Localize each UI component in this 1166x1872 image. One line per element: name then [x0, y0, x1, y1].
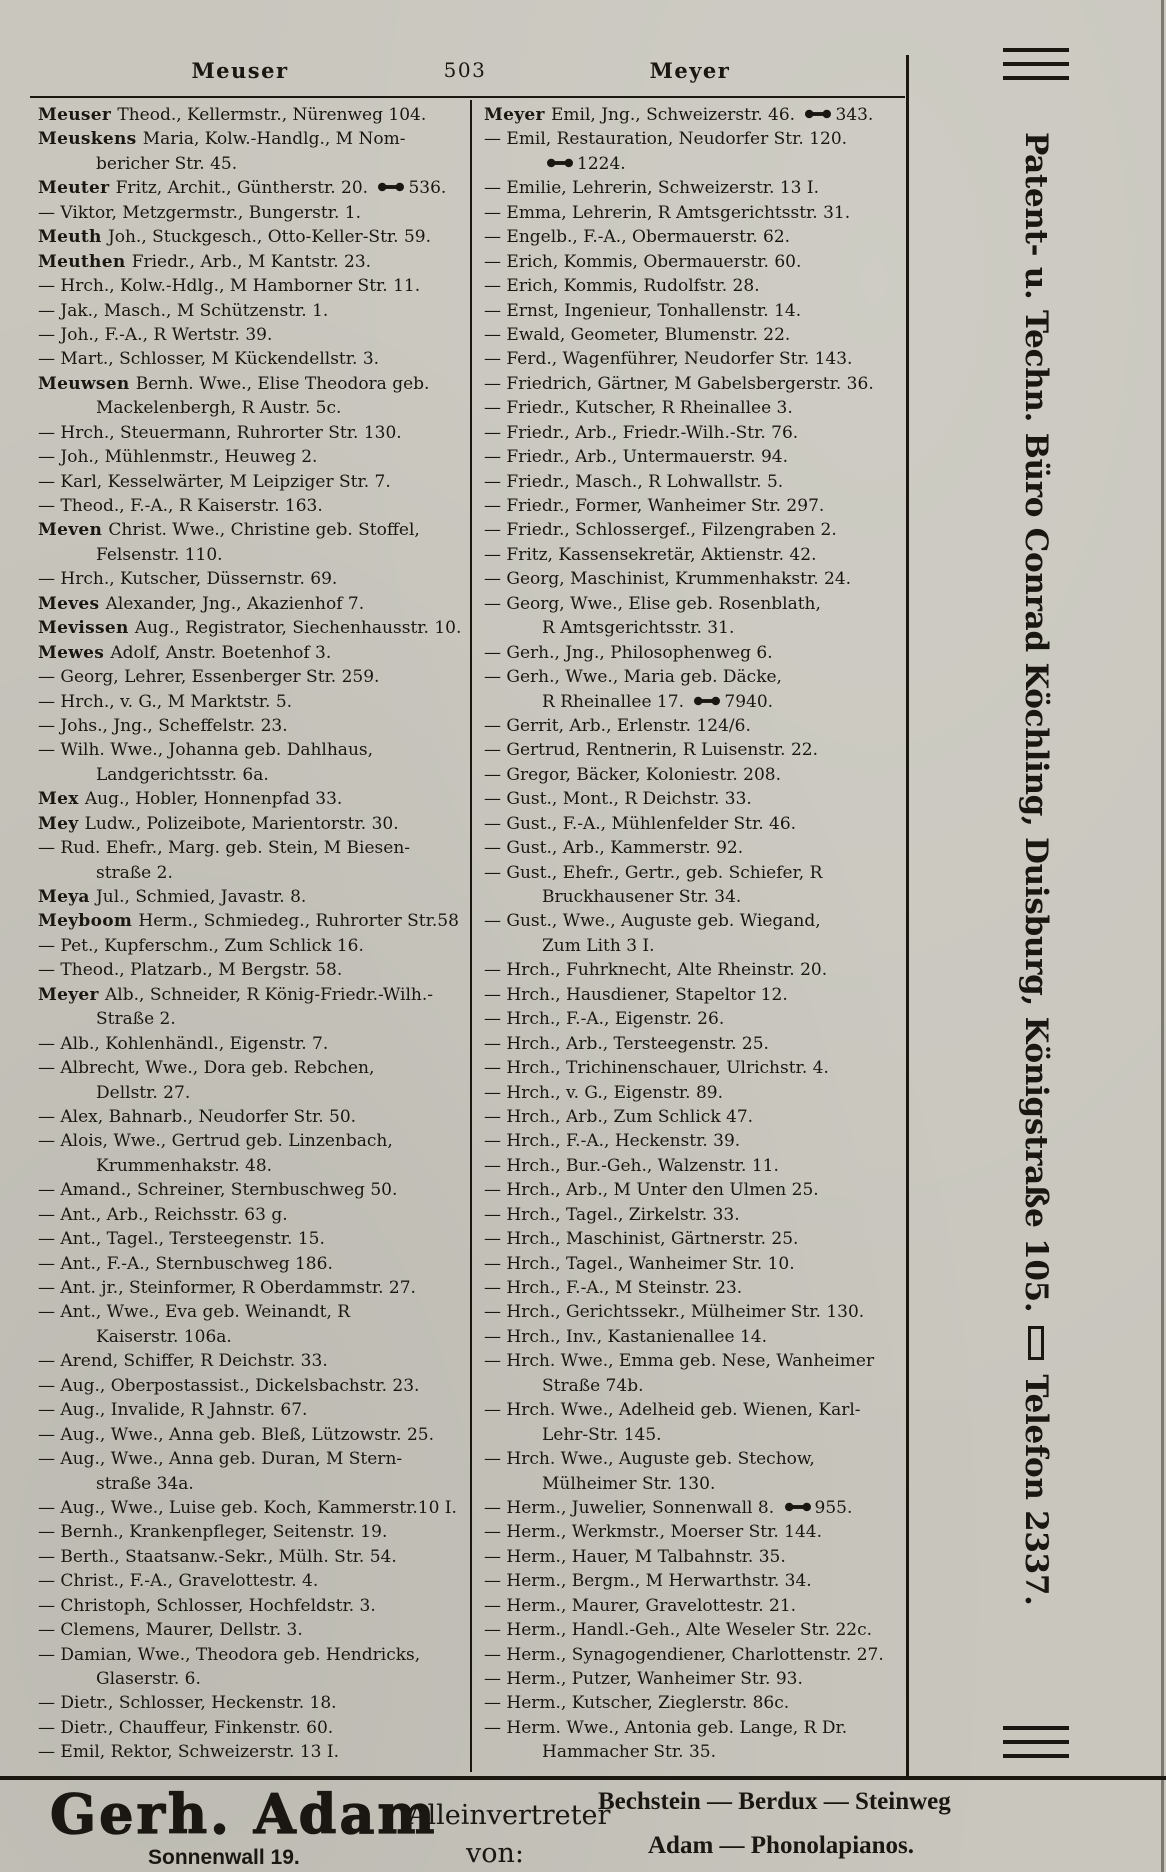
entry-line: Felsenstr. 110. [96, 544, 223, 565]
entry-line: Meuskens Maria, Kolw.-Handlg., M Nom- [38, 129, 406, 150]
directory-entry [38, 1129, 468, 1178]
entry-line: — Hrch., Tagel., Zirkelstr. 33. [484, 1204, 740, 1225]
entry-line: R Rheinallee 17. 7940. [542, 691, 774, 712]
entry-line: — Herm., Maurer, Gravelottestr. 21. [484, 1595, 797, 1616]
entry-line: — Friedr., Former, Wanheimer Str. 297. [484, 496, 825, 516]
directory-entry [484, 836, 904, 860]
directory-entry [484, 1691, 904, 1715]
entry-line: — Ewald, Geometer, Blumenstr. 22. [484, 324, 791, 345]
directory-entry [38, 299, 468, 323]
directory-entry [484, 396, 904, 420]
entry-line: Mex Aug., Hobler, Honnenpfad 33. [38, 789, 343, 810]
entry-line: — Hrch., Bur.-Geh., Walzenstr. 11. [484, 1155, 779, 1176]
entry-line: — Gerh., Wwe., Maria geb. Däcke, [484, 667, 782, 688]
entry-line: — Dietr., Schlosser, Heckenstr. 18. [38, 1693, 337, 1714]
directory-entry [38, 1447, 468, 1496]
entry-line: — Gust., Ehefr., Gertr., geb. Schiefer, R [484, 862, 823, 883]
directory-column-right [484, 103, 904, 1765]
directory-entry [484, 1178, 904, 1202]
entry-line: — Ant., F.-A., Sternbuschweg 186. [38, 1253, 333, 1274]
surname: Meven [38, 520, 109, 541]
directory-entry [484, 1496, 904, 1520]
directory-entry [38, 127, 468, 176]
entry-line: — Emil, Rektor, Schweizerstr. 13 I. [38, 1742, 339, 1763]
directory-entry [484, 983, 904, 1007]
directory-entry [484, 567, 904, 591]
entry-line: Bruckhausener Str. 34. [542, 887, 742, 907]
entry-line: — Herm., Putzer, Wanheimer Str. 93. [484, 1669, 803, 1689]
directory-entry [484, 1447, 904, 1496]
directory-entry [484, 1325, 904, 1349]
entry-line: — Friedr., Arb., Untermauerstr. 94. [484, 447, 789, 468]
directory-entry [484, 103, 904, 127]
directory-entry [38, 1203, 468, 1227]
directory-entry [484, 1398, 904, 1447]
entry-line: — Friedr., Kutscher, R Rheinallee 3. [484, 398, 793, 419]
directory-entry [484, 201, 904, 225]
entry-line: — Gertrud, Rentnerin, R Luisenstr. 22. [484, 740, 819, 761]
entry-line: — Hrch., Steuermann, Ruhrorter Str. 130. [38, 422, 402, 443]
entry-line: — Albrecht, Wwe., Dora geb. Rebchen, [38, 1058, 375, 1079]
entry-line: — Georg, Maschinist, Krummenhakstr. 24. [484, 569, 852, 590]
triple-rule-ornament-bottom [1003, 1726, 1069, 1758]
entry-line: — Viktor, Metzgermstr., Bungerstr. 1. [38, 202, 362, 223]
directory-entry [484, 372, 904, 396]
entry-line: — Hrch., Trichinenschauer, Ulrichstr. 4. [484, 1058, 829, 1079]
entry-line: — Hrch. Wwe., Auguste geb. Stechow, [484, 1449, 815, 1470]
entry-line: Dellstr. 27. [96, 1082, 191, 1103]
directory-entry [484, 1227, 904, 1251]
directory-entry [38, 1178, 468, 1202]
entry-line: — Hrch., F.-A., M Steinstr. 23. [484, 1278, 743, 1298]
surname: Mevissen [38, 618, 135, 639]
entry-line: — Hrch., Kutscher, Düssernstr. 69. [38, 569, 338, 590]
entry-line: — Joh., F.-A., R Wertstr. 39. [38, 324, 273, 345]
entry-line: — Ernst, Ingenieur, Tonhallenstr. 14. [484, 300, 802, 321]
sidebar-ad-text: Patent- u. Techn. Büro Conrad Köchling, Duisburg, Königstraße 105. [1018, 132, 1054, 1313]
directory-entry [484, 1569, 904, 1593]
entry-line: 1224. [484, 152, 904, 176]
entry-line: — Ant., Arb., Reichsstr. 63 g. [38, 1204, 288, 1225]
entry-line: — Herm., Synagogendiener, Charlottenstr. 27. [484, 1644, 884, 1665]
entry-line: — Hrch., Arb., Tersteegenstr. 25. [484, 1033, 769, 1054]
directory-entry [484, 665, 904, 714]
directory-entry [38, 812, 468, 836]
directory-entry [484, 127, 904, 176]
entry-line: — Alb., Kohlenhändl., Eigenstr. 7. [38, 1033, 329, 1054]
directory-entry [38, 1252, 468, 1276]
directory-entry [484, 176, 904, 200]
entry-line: Meven Christ. Wwe., Christine geb. Stoffel, [38, 520, 420, 541]
entry-line: Mülheimer Str. 130. [542, 1473, 716, 1494]
entry-line: Lehr-Str. 145. [542, 1424, 662, 1445]
entry-line: — Hrch., Maschinist, Gärtnerstr. 25. [484, 1229, 799, 1250]
directory-entry [484, 1007, 904, 1031]
directory-entry [38, 934, 468, 958]
entry-line: — Pet., Kupferschm., Zum Schlick 16. [38, 935, 364, 956]
directory-entry [484, 1276, 904, 1300]
header-rule [30, 96, 905, 98]
phone-icon [804, 108, 832, 120]
entry-line: — Arend, Schiffer, R Deichstr. 33. [38, 1351, 328, 1372]
entry-line: Straße 74b. [542, 1375, 644, 1396]
entry-line: — Engelb., F.-A., Obermauerstr. 62. [484, 227, 791, 248]
directory-entry [484, 1300, 904, 1324]
directory-entry [38, 641, 468, 665]
directory-entry [484, 641, 904, 665]
entry-line: — Hrch., Inv., Kastanienallee 14. [484, 1326, 767, 1347]
entry-line: — Bernh., Krankenpfleger, Seitenstr. 19. [38, 1522, 388, 1543]
directory-entry [38, 1643, 468, 1692]
entry-line: — Clemens, Maurer, Dellstr. 3. [38, 1620, 303, 1641]
entry-line: — Herm., Werkmstr., Moerser Str. 144. [484, 1522, 823, 1543]
directory-entry [484, 421, 904, 445]
directory-entry [484, 1105, 904, 1129]
directory-entry [38, 470, 468, 494]
surname: Meya [38, 887, 96, 907]
directory-entry [484, 1520, 904, 1544]
directory-entry [484, 1056, 904, 1080]
phone-icon [546, 157, 574, 169]
entry-line: — Georg, Lehrer, Essenberger Str. 259. [38, 667, 380, 688]
directory-entry [484, 1643, 904, 1667]
entry-line: — Herm. Wwe., Antonia geb. Lange, R Dr. [484, 1717, 848, 1738]
directory-entry [484, 1032, 904, 1056]
directory-entry [484, 1203, 904, 1227]
entry-line: — Hrch., Tagel., Wanheimer Str. 10. [484, 1253, 795, 1274]
ad-company-name: Gerh. Adam [50, 1782, 438, 1846]
entry-line: Kaiserstr. 106a. [96, 1326, 232, 1347]
directory-entry [484, 225, 904, 249]
entry-line: — Ant. jr., Steinformer, R Oberdammstr. 27. [38, 1278, 416, 1298]
surname: Meves [38, 593, 106, 614]
surname: Meuter [38, 178, 116, 199]
entry-line: — Gerrit, Arb., Erlenstr. 124/6. [484, 715, 751, 736]
surname: Meuskens [38, 129, 143, 150]
entry-line: — Gregor, Bäcker, Koloniestr. 208. [484, 764, 782, 785]
entry-line: bericher Str. 45. [96, 153, 238, 174]
directory-entry [38, 665, 468, 689]
directory-entry [484, 738, 904, 762]
directory-entry [38, 616, 468, 640]
sidebar-divider-rule [906, 55, 909, 1776]
surname: Meuthen [38, 251, 132, 272]
entry-line: — Damian, Wwe., Theodora geb. Hendricks, [38, 1644, 421, 1665]
directory-entry [38, 1276, 468, 1300]
sidebar-ad [910, 6, 1162, 1766]
entry-line: — Aug., Wwe., Anna geb. Bleß, Lützowstr. 25. [38, 1424, 434, 1445]
entry-line: Meyer Emil, Jng., Schweizerstr. 46. 343. [484, 105, 874, 125]
directory-entry [38, 592, 468, 616]
directory-entry [38, 1545, 468, 1569]
directory-entry [38, 690, 468, 714]
entry-line: — Georg, Wwe., Elise geb. Rosenblath, [484, 593, 821, 614]
directory-entry [38, 250, 468, 274]
directory-entry [484, 812, 904, 836]
directory-entry [38, 885, 468, 909]
header-left-word: Meuser [191, 58, 289, 83]
entry-line: straße 2. [96, 862, 173, 883]
entry-line: — Herm., Juwelier, Sonnenwall 8. 955. [484, 1497, 853, 1518]
surname: Mey [38, 813, 85, 834]
entry-line: — Herm., Hauer, M Talbahnstr. 35. [484, 1546, 786, 1567]
header-right-word: Meyer [649, 58, 731, 83]
directory-entry [38, 494, 468, 518]
entry-line: — Gerh., Jng., Philosophenweg 6. [484, 642, 773, 663]
directory-entry [38, 1032, 468, 1056]
entry-line: — Erich, Kommis, Rudolfstr. 28. [484, 276, 760, 297]
directory-entry [484, 1129, 904, 1153]
entry-line: Straße 2. [96, 1009, 176, 1030]
directory-entry [38, 1105, 468, 1129]
entry-line: — Hrch., F.-A., Heckenstr. 39. [484, 1131, 741, 1152]
triple-rule-ornament-top [1003, 48, 1069, 80]
entry-line: — Amand., Schreiner, Sternbuschweg 50. [38, 1180, 398, 1201]
directory-entry [38, 176, 468, 200]
directory-entry [484, 1154, 904, 1178]
directory-entry [38, 347, 468, 371]
directory-entry [38, 1740, 468, 1764]
surname: Meyboom [38, 911, 139, 932]
entry-line: — Dietr., Chauffeur, Finkenstr. 60. [38, 1717, 334, 1738]
entry-line: — Hrch., Arb., M Unter den Ulmen 25. [484, 1180, 819, 1201]
entry-line: — Jak., Masch., M Schützenstr. 1. [38, 300, 329, 321]
entry-line: — Friedr., Schlossergef., Filzengraben 2. [484, 520, 837, 541]
directory-entry [38, 1300, 468, 1349]
entry-line: — Hrch., F.-A., Eigenstr. 26. [484, 1009, 725, 1030]
directory-entry [484, 347, 904, 371]
entry-line: — Alois, Wwe., Gertrud geb. Linzenbach, [38, 1131, 393, 1152]
directory-entry [38, 372, 468, 421]
entry-line: — Aug., Invalide, R Jahnstr. 67. [38, 1400, 308, 1421]
directory-entry [38, 909, 468, 933]
directory-entry [484, 787, 904, 811]
directory-entry [484, 274, 904, 298]
entry-line: — Theod., Platzarb., M Bergstr. 58. [38, 960, 343, 981]
surname: Mewes [38, 642, 111, 663]
entry-line: — Herm., Handl.-Geh., Alte Weseler Str. 22c. [484, 1620, 872, 1641]
entry-line: Mackelenbergh, R Austr. 5c. [96, 398, 342, 419]
phone-icon [377, 181, 405, 193]
entry-line: R Amtsgerichtsstr. 31. [542, 618, 735, 639]
directory-column-left [38, 103, 468, 1765]
surname: Meyer [484, 105, 552, 125]
entry-line: Meves Alexander, Jng., Akazienhof 7. [38, 593, 365, 614]
surname: Meyer [38, 984, 106, 1005]
surname: Meuwsen [38, 373, 136, 394]
entry-line: Meuter Fritz, Archit., Güntherstr. 20. 536. [38, 178, 447, 199]
directory-entry [38, 1227, 468, 1251]
entry-line: Mewes Adolf, Anstr. Boetenhof 3. [38, 642, 332, 663]
entry-line: — Erich, Kommis, Obermauerstr. 60. [484, 251, 802, 272]
directory-entry [484, 445, 904, 469]
directory-entry [484, 763, 904, 787]
entry-line: Meuser Theod., Kellermstr., Nürenweg 104. [38, 105, 427, 125]
entry-line: — Friedr., Arb., Friedr.-Wilh.-Str. 76. [484, 422, 799, 443]
entry-line: — Hrch., Gerichtssekr., Mülheimer Str. 130. [484, 1302, 865, 1323]
entry-line: — Hrch., v. G., M Marktstr. 5. [38, 691, 293, 712]
entry-line: — Berth., Staatsanw.-Sekr., Mülh. Str. 54. [38, 1546, 397, 1567]
entry-line: — Gust., Arb., Kammerstr. 92. [484, 838, 744, 859]
directory-entry [484, 543, 904, 567]
directory-entry [38, 1594, 468, 1618]
entry-line: straße 34a. [96, 1473, 194, 1494]
entry-line: Landgerichtsstr. 6a. [96, 764, 269, 785]
entry-line: — Herm., Bergm., M Herwarthstr. 34. [484, 1571, 812, 1592]
entry-line: — Alex, Bahnarb., Neudorfer Str. 50. [38, 1106, 357, 1127]
entry-line: — Karl, Kesselwärter, M Leipziger Str. 7. [38, 471, 391, 492]
directory-entry [38, 323, 468, 347]
entry-line: — Fritz, Kassensekretär, Aktienstr. 42. [484, 544, 817, 565]
directory-entry [38, 1349, 468, 1373]
entry-line: — Aug., Wwe., Anna geb. Duran, M Stern- [38, 1449, 403, 1470]
directory-entry [484, 494, 904, 518]
directory-entry [38, 518, 468, 567]
directory-entry [38, 445, 468, 469]
directory-entry [484, 1252, 904, 1276]
directory-entry [38, 1691, 468, 1715]
entry-line: — Hrch., Kolw.-Hdlg., M Hamborner Str. 11. [38, 276, 421, 297]
directory-entry [38, 421, 468, 445]
entry-line: — Hrch. Wwe., Emma geb. Nese, Wanheimer [484, 1351, 875, 1372]
entry-line: Meyboom Herm., Schmiedeg., Ruhrorter Str.58 [38, 911, 459, 932]
entry-line: — Friedrich, Gärtner, M Gabelsbergerstr. 36. [484, 373, 874, 394]
entry-line: — Gust., Mont., R Deichstr. 33. [484, 789, 752, 810]
entry-line: — Hrch., Hausdiener, Stapeltor 12. [484, 984, 788, 1005]
entry-line: — Emma, Lehrerin, R Amtsgerichtsstr. 31. [484, 202, 851, 223]
directory-entry [38, 714, 468, 738]
directory-entry [38, 274, 468, 298]
entry-line: — Hrch., v. G., Eigenstr. 89. [484, 1082, 724, 1103]
directory-entry [38, 836, 468, 885]
entry-line: — Gust., F.-A., Mühlenfelder Str. 46. [484, 813, 797, 834]
sidebar-ad-telefon: Telefon 2337. [1018, 1374, 1054, 1606]
directory-entry [38, 1398, 468, 1422]
directory-entry [484, 592, 904, 641]
entry-line: Meyer Alb., Schneider, R König-Friedr.-Wilh.- [38, 984, 434, 1005]
directory-entry [484, 1716, 904, 1765]
directory-entry [38, 567, 468, 591]
entry-line: — Herm., Kutscher, Zieglerstr. 86c. [484, 1693, 790, 1714]
directory-entry [484, 250, 904, 274]
column-divider-rule [470, 100, 472, 1772]
entry-line: Glaserstr. 6. [96, 1669, 201, 1689]
entry-line: — Christ., F.-A., Gravelottestr. 4. [38, 1571, 319, 1592]
rectangle-separator [1028, 1326, 1044, 1360]
entry-line: — Hrch., Arb., Zum Schlick 47. [484, 1106, 754, 1127]
entry-line: — Wilh. Wwe., Johanna geb. Dahlhaus, [38, 740, 374, 761]
entry-line: Meuwsen Bernh. Wwe., Elise Theodora geb. [38, 373, 430, 394]
ad-company-address: Sonnenwall 19. [148, 1846, 300, 1869]
surname: Mex [38, 789, 85, 810]
entry-line: — Aug., Wwe., Luise geb. Koch, Kammerstr.10 I. [38, 1497, 457, 1518]
directory-entry [484, 861, 904, 910]
directory-entry [484, 1081, 904, 1105]
surname: Meuth [38, 227, 108, 248]
directory-entry [484, 1545, 904, 1569]
directory-entry [484, 958, 904, 982]
entry-line: — Theod., F.-A., R Kaiserstr. 163. [38, 496, 323, 516]
phone-icon [693, 695, 721, 707]
entry-line: Meuth Joh., Stuckgesch., Otto-Keller-Str. 59. [38, 227, 432, 248]
entry-line: — Emilie, Lehrerin, Schweizerstr. 13 I. [484, 178, 820, 199]
directory-entry [484, 299, 904, 323]
directory-entry [38, 1496, 468, 1520]
directory-entry [38, 1423, 468, 1447]
entry-line: Mey Ludw., Polizeibote, Marientorstr. 30. [38, 813, 399, 834]
entry-line: — Ferd., Wagenführer, Neudorfer Str. 143. [484, 349, 853, 370]
directory-entry [38, 1716, 468, 1740]
entry-line: — Emil, Restauration, Neudorfer Str. 120. [484, 129, 848, 150]
entry-line: — Gust., Wwe., Auguste geb. Wiegand, [484, 911, 821, 932]
entry-line: — Friedr., Masch., R Lohwallstr. 5. [484, 471, 784, 492]
entry-line: — Mart., Schlosser, M Kückendellstr. 3. [38, 349, 380, 370]
entry-line: Zum Lith 3 I. [542, 935, 655, 956]
entry-line: Meya Jul., Schmied, Javastr. 8. [38, 887, 307, 907]
directory-entry [38, 983, 468, 1032]
directory-entry [484, 1618, 904, 1642]
entry-line: — Hrch. Wwe., Adelheid geb. Wienen, Karl- [484, 1400, 861, 1421]
directory-entry [38, 1569, 468, 1593]
directory-entry [484, 1667, 904, 1691]
directory-entry [38, 787, 468, 811]
directory-entry [38, 225, 468, 249]
ad-role-line2: von: [466, 1838, 524, 1869]
directory-entry [38, 201, 468, 225]
directory-entry [38, 1374, 468, 1398]
entry-line: — Rud. Ehefr., Marg. geb. Stein, M Biesen- [38, 838, 411, 859]
directory-entry [484, 518, 904, 542]
directory-entry [38, 738, 468, 787]
directory-entry [484, 1594, 904, 1618]
phone-icon [784, 1501, 812, 1513]
entry-line: Meuthen Friedr., Arb., M Kantstr. 23. [38, 251, 372, 272]
entry-line: — Aug., Oberpostassist., Dickelsbachstr. 23. [38, 1375, 420, 1396]
entry-line: — Christoph, Schlosser, Hochfeldstr. 3. [38, 1595, 376, 1616]
directory-entry [38, 1056, 468, 1105]
ad-role-line1: Alleinvertreter [408, 1800, 611, 1831]
directory-entry [484, 470, 904, 494]
entry-line: — Ant., Tagel., Tersteegenstr. 15. [38, 1229, 325, 1250]
entry-line: — Johs., Jng., Scheffelstr. 23. [38, 715, 288, 736]
directory-entry [38, 103, 468, 127]
entry-line: — Ant., Wwe., Eva geb. Weinandt, R [38, 1302, 351, 1323]
entry-line: — Joh., Mühlenmstr., Heuweg 2. [38, 447, 318, 468]
directory-entry [484, 714, 904, 738]
surname: Meuser [38, 105, 118, 125]
directory-entry [484, 909, 904, 958]
ad-brands-line2: Adam — Phonolapianos. [648, 1832, 915, 1859]
page-number: 503 [443, 58, 487, 82]
directory-entry [484, 1349, 904, 1398]
entry-line: — Hrch., Fuhrknecht, Alte Rheinstr. 20. [484, 960, 828, 981]
entry-line: Krummenhakstr. 48. [96, 1155, 273, 1176]
directory-entry [38, 958, 468, 982]
ad-brands-line1: Bechstein — Berdux — Steinweg [598, 1788, 951, 1815]
directory-entry [38, 1520, 468, 1544]
directory-entry [484, 323, 904, 347]
directory-entry [38, 1618, 468, 1642]
footer-rule [0, 1776, 1166, 1780]
entry-line: Mevissen Aug., Registrator, Siechenhausstr. 10. [38, 618, 462, 639]
entry-line: Hammacher Str. 35. [542, 1742, 716, 1763]
